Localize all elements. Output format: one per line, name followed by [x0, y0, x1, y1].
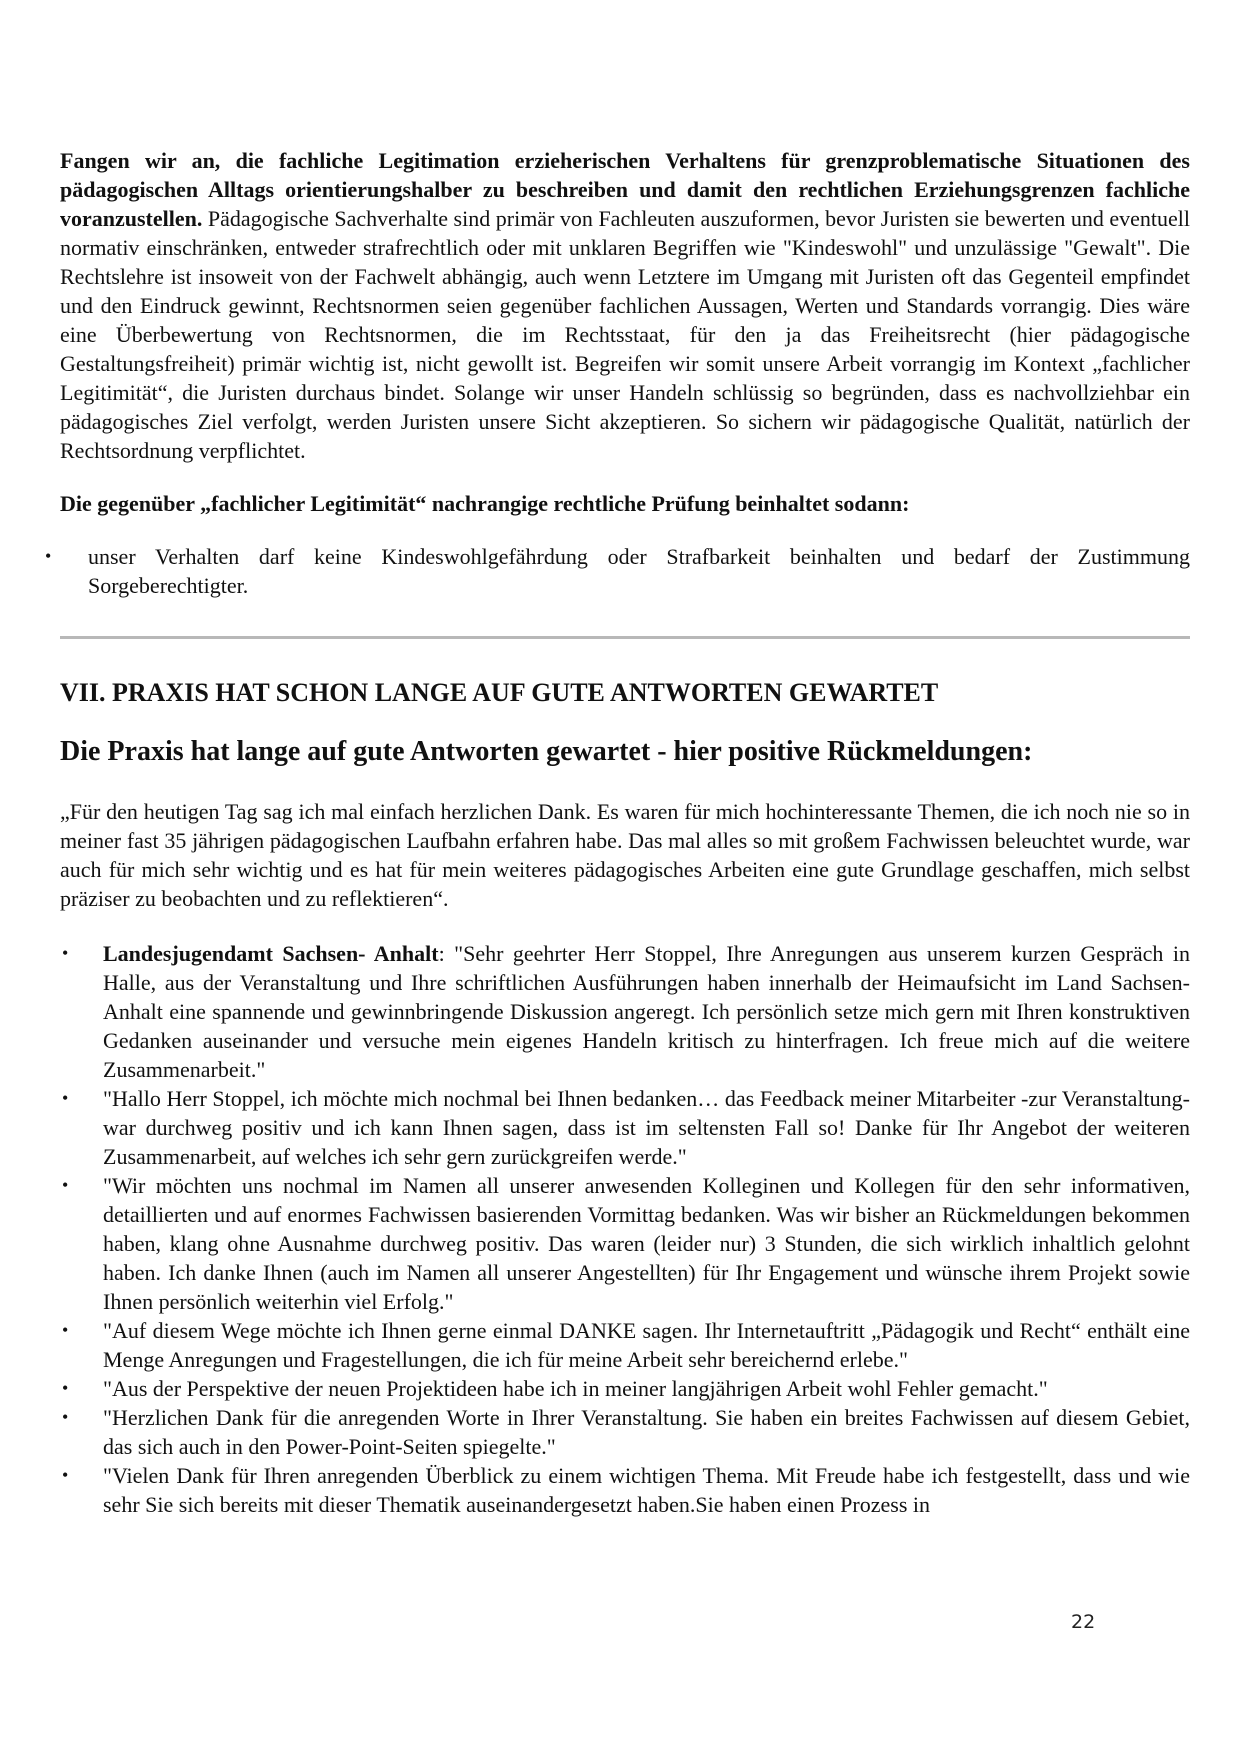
bullet-icon: •	[62, 1088, 69, 1108]
feedback-item	[60, 1461, 1190, 1519]
section-subheading: Die Praxis hat lange auf gute Antworten gewartet - hier positive Rückmeldungen:	[60, 736, 1033, 767]
intro-bold-text: Fangen wir an, die fachliche Legitimation erzieherischen Verhaltens für grenzproblematische Situationen des pädagogischen Alltags orientierungshalber zu beschreiben und damit den rechtlichen Erziehungsgrenzen fachliche voranzustellen.	[60, 148, 1190, 231]
bullet-icon: •	[62, 1407, 69, 1427]
feedback-text: "Herzlichen Dank für die anregenden Worte in Ihrer Veranstaltung. Sie haben ein breites Fachwissen auf diesem Gebiet, das sich auch in den Power-Point-Seiten spiegelte."	[103, 1405, 1190, 1459]
feedback-text: "Vielen Dank für Ihren anregenden Überblick zu einem wichtigen Thema. Mit Freude habe ich festgestellt, dass und wie sehr Sie sich bereits mit dieser Thematik auseinandergesetzt haben.Sie haben einen Prozess in	[103, 1463, 1190, 1517]
legal-review-subheading: Die gegenüber „fachlicher Legitimität“ nachrangige rechtliche Prüfung beinhaltet sodann:	[60, 491, 910, 516]
feedback-text: "Wir möchten uns nochmal im Namen all unserer anwesenden Kolleginen und Kollegen für den sehr informativen, detaillierten und auf enormes Fachwissen basierenden Vormittag bedanken. Was wir bisher an Rückmeldungen bekommen haben, klang ohne Ausnahme durchweg positiv. Das waren (leider nur) 3 Stunden, die sich wirklich inhaltlich gelohnt haben. Ich danke Ihnen (auch im Namen all unserer Angestellten) für Ihr Engagement und wünsche ihrem Projekt sowie Ihnen persönlich weiterhin viel Erfolg."	[103, 1173, 1190, 1314]
legal-review-list	[45, 542, 1190, 600]
feedback-item	[60, 1403, 1190, 1461]
intro-paragraph	[60, 146, 1190, 465]
bullet-icon: •	[62, 1378, 69, 1398]
page-number: 22	[1071, 1611, 1096, 1633]
list-item-text: unser Verhalten darf keine Kindeswohlgefährdung oder Strafbarkeit beinhalten und bedarf der Zustimmung Sorgeberechtigter.	[88, 544, 1190, 598]
feedback-item	[60, 1084, 1190, 1171]
intro-body-text: Pädagogische Sachverhalte sind primär von Fachleuten auszuformen, bevor Juristen sie bewerten und eventuell normativ einschränken, entweder strafrechtlich oder mit unklaren Begriffen wie "Kindeswohl" und unzulässige "Gewalt". Die Rechtslehre ist insoweit von der Fachwelt abhängig, auch wenn Letztere im Umgang mit Juristen oft das Gegenteil empfindet und den Eindruck gewinnt, Rechtsnormen seien gegenüber fachlichen Aussagen, Werten und Standards vorrangig. Dies wäre eine Überbewertung von Rechtsnormen, die im Rechtsstaat, für den ja das Freiheitsrecht (hier pädagogische Gestaltungsfreiheit) primär wichtig ist, nicht gewollt ist. Begreifen wir somit unsere Arbeit vorrangig im Kontext „fachlicher Legitimität“, die Juristen durchaus bindet. Solange wir unser Handeln schlüssig so begründen, dass es nachvollziehbar ein pädagogisches Ziel verfolgt, werden Juristen unsere Sicht akzeptieren. So sichern wir pädagogische Qualität, natürlich der Rechtsordnung verpflichtet.	[60, 206, 1190, 463]
feedback-item	[60, 939, 1190, 1084]
feedback-text: "Auf diesem Wege möchte ich Ihnen gerne einmal DANKE sagen. Ihr Internetauftritt „Pädagogik und Recht“ enthält eine Menge Anregungen und Fragestellungen, die ich für meine Arbeit sehr bereichernd erlebe."	[103, 1318, 1190, 1372]
feedback-source: Landesjugendamt Sachsen- Anhalt	[103, 941, 439, 966]
bullet-icon: •	[62, 1175, 69, 1195]
document-page	[45, 146, 1190, 1519]
feedback-list	[60, 939, 1190, 1519]
bullet-icon: •	[62, 1465, 69, 1485]
feedback-item	[60, 1171, 1190, 1316]
feedback-text: : "Sehr geehrter Herr Stoppel, Ihre Anregungen aus unserem kurzen Gespräch in Halle, aus der Veranstaltung und Ihre schriftlichen Ausführungen haben innerhalb der Heimaufsicht im Land Sachsen- Anhalt eine spannende und gewinnbringende Diskussion angeregt. Ich persönlich setze mich gern mit Ihren konstruktiven Gedanken auseinander und versuche mein eigenes Handeln kritisch zu hinterfragen. Ich freue mich auf die weitere Zusammenarbeit."	[103, 941, 1190, 1082]
feedback-item	[60, 1374, 1190, 1403]
quote-paragraph: „Für den heutigen Tag sag ich mal einfach herzlichen Dank. Es waren für mich hochinteressante Themen, die ich noch nie so in meiner fast 35 jährigen pädagogischen Laufbahn erfahren habe. Das mal alles so mit großem Fachwissen beleuchtet wurde, war auch für mich sehr wichtig und es hat für mein weiteres pädagogisches Arbeiten eine gute Grundlage geschaffen, mich selbst präziser zu beobachten und zu reflektieren“.	[60, 799, 1190, 911]
section-heading: VII. PRAXIS HAT SCHON LANGE AUF GUTE ANTWORTEN GEWARTET	[60, 678, 939, 707]
bullet-icon: •	[45, 546, 52, 566]
bullet-icon: •	[62, 943, 69, 963]
feedback-text: "Hallo Herr Stoppel, ich möchte mich nochmal bei Ihnen bedanken… das Feedback meiner Mitarbeiter -zur Veranstaltung- war durchweg positiv und ich kann Ihnen sagen, dass ist im seltensten Fall so! Danke für Ihr Angebot der weiteren Zusammenarbeit, auf welches ich sehr gern zurückgreifen werde."	[103, 1086, 1190, 1169]
list-item	[45, 542, 1190, 600]
feedback-text: "Aus der Perspektive der neuen Projektideen habe ich in meiner langjährigen Arbeit wohl Fehler gemacht."	[103, 1376, 1048, 1401]
section-divider	[60, 636, 1190, 639]
bullet-icon: •	[62, 1320, 69, 1340]
feedback-item	[60, 1316, 1190, 1374]
